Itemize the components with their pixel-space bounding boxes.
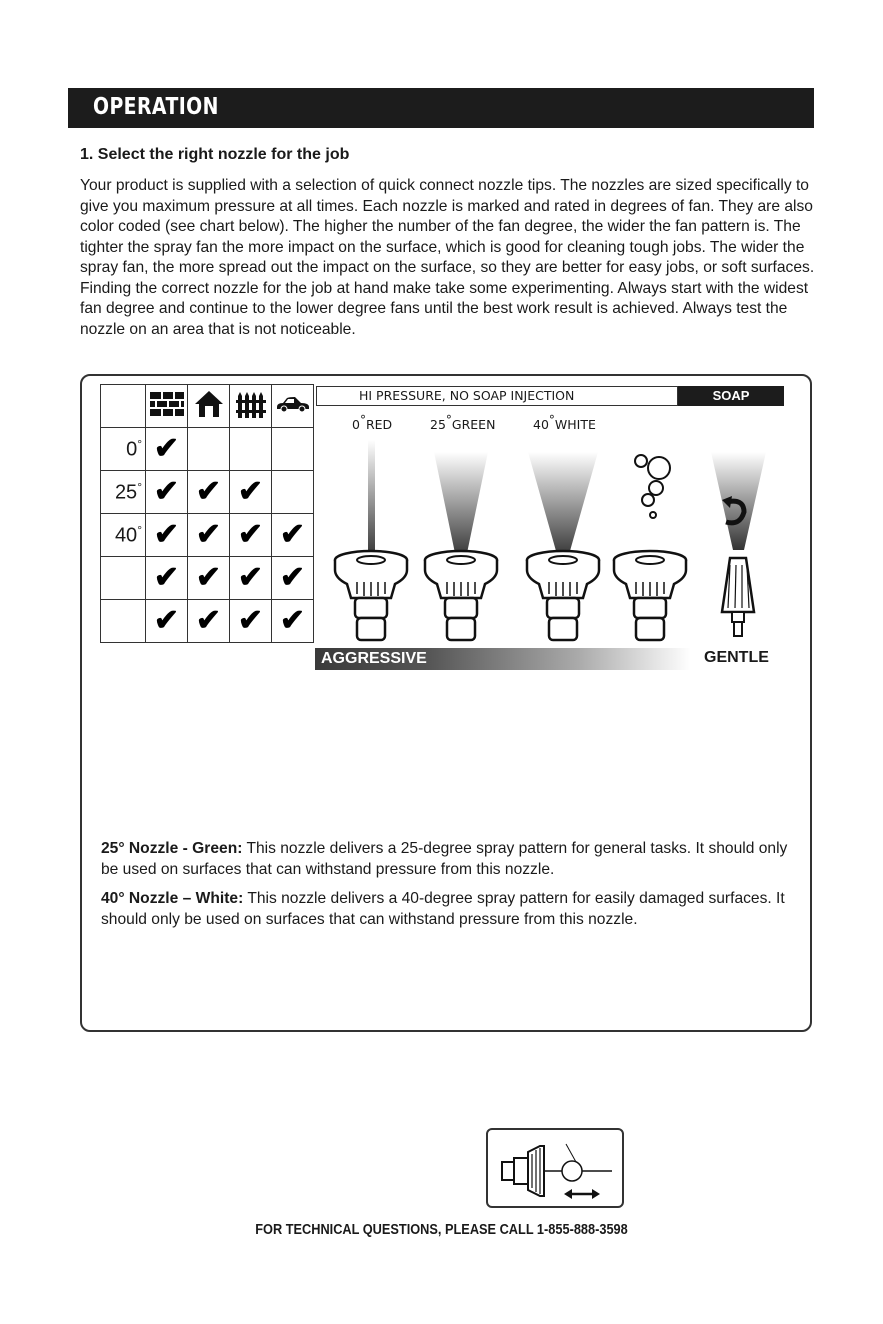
check-cell (188, 514, 230, 557)
check-icon: ✔ (153, 518, 180, 551)
table-row (101, 471, 314, 514)
check-icon: ✔ (195, 561, 222, 594)
soap-bar: SOAP (678, 386, 784, 406)
fan-degree-table (100, 384, 314, 643)
nozzle-description-25: 25° Nozzle - Green: This nozzle delivers a 25-degree spray pattern for general tasks. It should only be used on surfaces that can withstand pressure from this nozzle. (101, 840, 788, 878)
nozzle-label-40: 40°WHITE (533, 413, 596, 433)
table-row (101, 600, 314, 643)
check-cell (230, 557, 272, 600)
check-icon: ✔ (195, 475, 222, 508)
section-header (68, 88, 814, 128)
intro-paragraph: Your product is supplied with a selection of quick connect nozzle tips. The nozzles are sized specifically to give you maximum pressure at all times. Each nozzle is marked and rated in degrees of fan. They are also color coded (see chart below). The higher the number of the fan degree, the wider the fan pattern is. The tighter the spray fan the more impact on the surface, which is good for cleaning tough jobs. The wider the spray fan, the more spread out the impact on the surface, so they are better for easy jobs, or soft surfaces. Finding the correct nozzle for the job at hand make take some experimenting. Always start with the widest fan degree and continue to the lower degree fans until the best work result is achieved. Always test the nozzle on an area that is not noticeable. (80, 177, 815, 338)
table-corner-cell (101, 385, 146, 428)
nozzle-40-white-icon (527, 452, 599, 640)
check-cell (146, 514, 188, 557)
check-cell (272, 557, 314, 600)
degree-label: 25° (101, 471, 146, 514)
check-icon: ✔ (279, 604, 306, 637)
empty-cell (230, 428, 272, 471)
car-icon (272, 385, 314, 428)
check-icon: ✔ (237, 475, 264, 508)
nozzle-description-40: 40° Nozzle – White: This nozzle delivers a 40-degree spray pattern for easily damaged surfaces. It should only be used on surfaces that can withstand pressure from this nozzle. (101, 890, 785, 928)
aggressive-label: AGGRESSIVE (321, 650, 427, 667)
check-cell (188, 600, 230, 643)
soap-nozzle-icon (711, 452, 766, 636)
check-cell (146, 600, 188, 643)
table-row (101, 514, 314, 557)
check-cell (146, 428, 188, 471)
check-icon: ✔ (153, 604, 180, 637)
aggressive-gradient-bar (315, 648, 691, 670)
nozzle-label-0: 0°RED (352, 413, 393, 433)
check-icon: ✔ (237, 604, 264, 637)
nozzle-soap-bubbles-icon (614, 455, 686, 640)
check-icon: ✔ (279, 561, 306, 594)
check-icon: ✔ (195, 518, 222, 551)
brick-wall-icon (146, 385, 188, 428)
gentle-label: GENTLE (704, 649, 769, 666)
check-icon: ✔ (237, 518, 264, 551)
degree-label (101, 600, 146, 643)
nozzle-illustrations (316, 430, 786, 645)
check-cell (272, 514, 314, 557)
check-icon: ✔ (279, 518, 306, 551)
check-icon: ✔ (153, 432, 180, 465)
table-row (101, 557, 314, 600)
house-icon (188, 385, 230, 428)
quick-connect-figure (486, 1128, 624, 1208)
degree-label: 40° (101, 514, 146, 557)
nozzle-0-red-icon (335, 440, 407, 640)
empty-cell (272, 471, 314, 514)
degree-label (101, 557, 146, 600)
check-cell (146, 557, 188, 600)
check-icon: ✔ (195, 604, 222, 637)
nozzle-25-green-icon (425, 452, 497, 640)
table-header-row (101, 385, 314, 428)
section-title: OPERATION (93, 94, 219, 120)
check-icon: ✔ (237, 561, 264, 594)
hi-pressure-bar: HI PRESSURE, NO SOAP INJECTION (316, 386, 678, 406)
empty-cell (188, 428, 230, 471)
nozzle-label-25: 25°GREEN (430, 413, 496, 433)
quick-connect-nozzle-icon (488, 1130, 622, 1206)
footer-contact: FOR TECHNICAL QUESTIONS, PLEASE CALL 1-855-888-3598 (255, 1222, 628, 1238)
empty-cell (272, 428, 314, 471)
fence-icon (230, 385, 272, 428)
check-cell (230, 600, 272, 643)
check-cell (146, 471, 188, 514)
degree-label: 0° (101, 428, 146, 471)
check-cell (272, 600, 314, 643)
check-cell (230, 471, 272, 514)
check-icon: ✔ (153, 475, 180, 508)
check-cell (188, 557, 230, 600)
check-cell (188, 471, 230, 514)
check-cell (230, 514, 272, 557)
step-title: 1. Select the right nozzle for the job (80, 146, 350, 163)
table-row (101, 428, 314, 471)
check-icon: ✔ (153, 561, 180, 594)
